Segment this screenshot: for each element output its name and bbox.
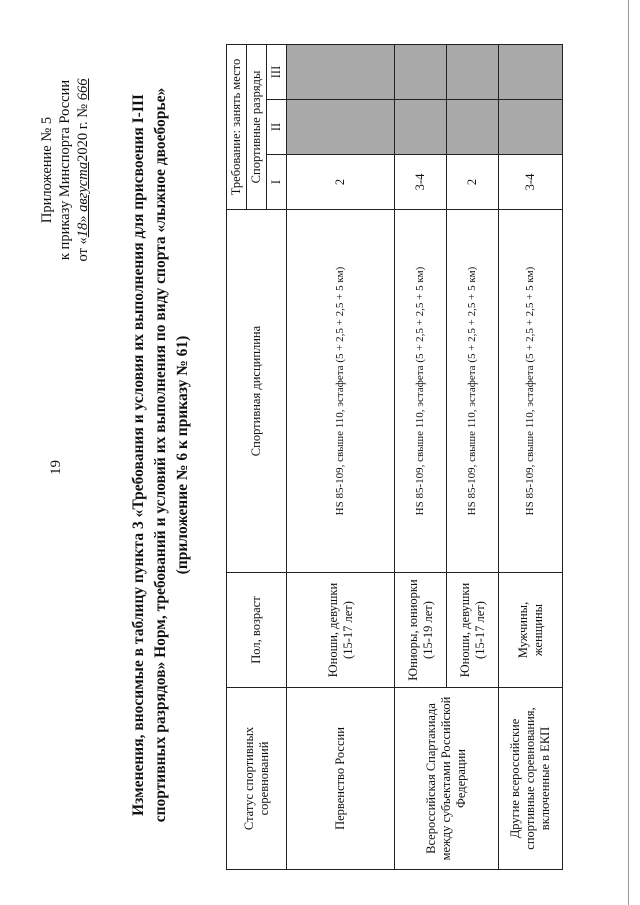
cell-gender-age: Мужчины, женщины: [499, 573, 563, 688]
cell-rank-ii: [287, 100, 395, 155]
table-row: [499, 44, 563, 869]
cell-rank-iii: [287, 44, 395, 99]
date-prefix: от «: [75, 237, 91, 262]
cell-status: Другие всероссийские спортивные соревнования, включенные в ЕКП: [499, 688, 563, 870]
appendix-block: [38, 35, 92, 305]
appendix-order-ref: к приказу Минспорта России: [57, 79, 73, 261]
heading-line-3: (приложение № 6 к приказу № 61): [174, 335, 191, 575]
cell-rank-ii: [395, 100, 447, 155]
cell-rank-iii: [395, 44, 447, 99]
table-header-row: [227, 44, 247, 869]
header-status: Статус спортивных соревнований: [227, 688, 287, 870]
table-row: [287, 44, 395, 869]
cell-rank-i: 3-4: [395, 155, 447, 210]
cell-rank-i: 3-4: [499, 155, 563, 210]
header-requirement: Требование: занять место: [227, 44, 247, 209]
header-rank-ii: II: [267, 100, 287, 155]
appendix-title: Приложение № 5: [39, 116, 55, 224]
cell-rank-iii: [447, 44, 499, 99]
requirements-table: [226, 44, 563, 870]
cell-discipline: HS 85-109, свыше 110, эстафета (5 + 2,5 + 2,5 + 5 км): [287, 210, 395, 573]
cell-discipline: HS 85-109, свыше 110, эстафета (5 + 2,5 + 2,5 + 5 км): [447, 210, 499, 573]
cell-rank-iii: [499, 44, 563, 99]
cell-rank-i: 2: [447, 155, 499, 210]
cell-discipline: HS 85-109, свыше 110, эстафета (5 + 2,5 + 2,5 + 5 км): [395, 210, 447, 573]
header-discipline: Спортивная дисциплина: [227, 210, 287, 573]
appendix-date-line: [74, 35, 92, 305]
page-number: 19: [48, 460, 64, 475]
date-mid: 2020 г. №: [75, 103, 91, 162]
header-rank-iii: III: [267, 44, 287, 99]
handwritten-order-number: 666: [75, 78, 91, 101]
heading-line-1: Изменения, вносимые в таблицу пункта 3 «Требования и условия их выполнения для присвоения I-III: [130, 94, 147, 816]
header-ranks: Спортивные разряды: [247, 44, 267, 209]
cell-gender-age: Юноши, девушки (15-17 лет): [447, 573, 499, 688]
cell-gender-age: Юниоры, юниорки (15-19 лет): [395, 573, 447, 688]
table-row: [395, 44, 447, 869]
cell-discipline: HS 85-109, свыше 110, эстафета (5 + 2,5 + 2,5 + 5 км): [499, 210, 563, 573]
cell-gender-age: Юноши, девушки (15-17 лет): [287, 573, 395, 688]
cell-status: Всероссийская Спартакиада между субъектами Российской Федерации: [395, 688, 499, 870]
document-heading: [128, 55, 194, 855]
header-rank-i: I: [267, 155, 287, 210]
header-gender-age: Пол, возраст: [227, 573, 287, 688]
cell-status: Первенство России: [287, 688, 395, 870]
heading-line-2: спортивных разрядов» Норм, требований и условий их выполнения по виду спорта «лыжное двоеборье»: [152, 87, 169, 823]
scan-edge-divider: [628, 0, 629, 905]
cell-rank-ii: [499, 100, 563, 155]
handwritten-date: 18» августа: [75, 161, 91, 238]
cell-rank-i: 2: [287, 155, 395, 210]
cell-rank-ii: [447, 100, 499, 155]
